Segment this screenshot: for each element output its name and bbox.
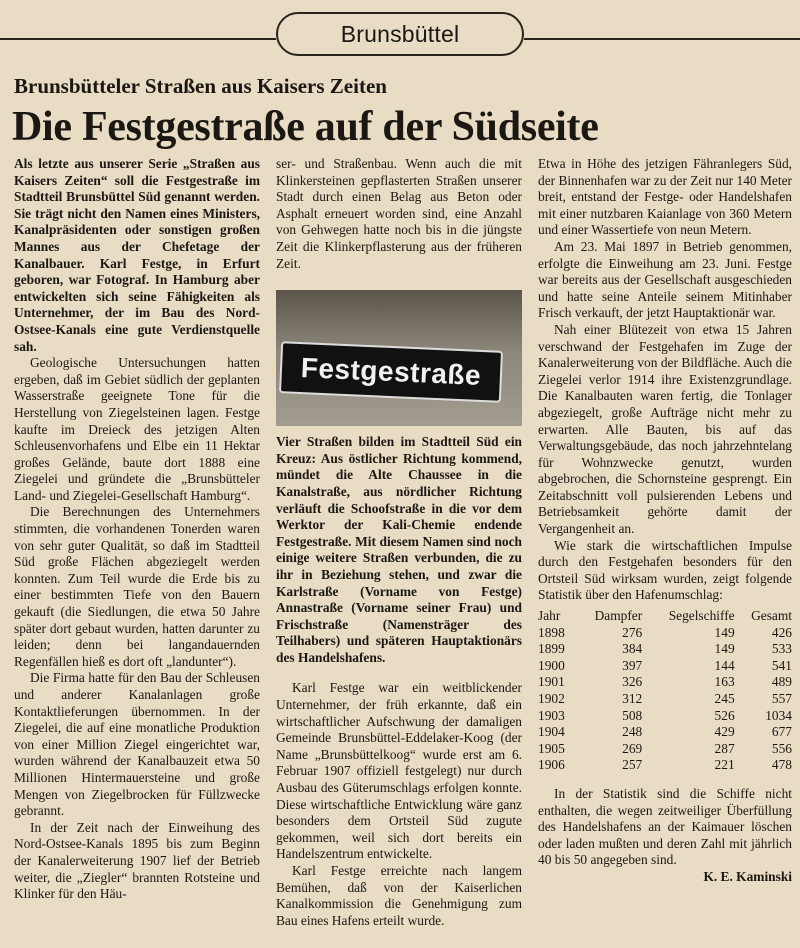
table-row	[538, 625, 792, 642]
body-paragraph: Karl Festge war ein weitblickender Unternehmer, der früh erkannte, daß ein wirtschaftlicher Aufschwung der damaligen Gemeinde Brunsbüttel-Eddelaker-Koog (der Name „Brunsbüttelkoog“ wurde erst am 6. Februar 1907 offiziell festgelegt) nur durch Ausbau des Güterumschlags erfolgen konnte. Diese wirtschaftliche Entwicklung wäre ganz besonders dem Ortsteil Süd zugute gekommen, weil sich dort bereits ein Handelszentrum entwickelte.	[276, 680, 522, 862]
table-row	[538, 757, 792, 774]
column-3	[538, 156, 792, 886]
table-row	[538, 724, 792, 741]
body-paragraph: In der Zeit nach der Einweihung des Nord-Ostsee-Kanals 1895 bis zum Beginn der Kanalerweiterung 1907 lief der Betrieb weiter, die „Ziegler“ brannten Rotsteine und Klinker für den Häu-	[14, 819, 260, 902]
body-paragraph: In der Statistik sind die Schiffe nicht enthalten, die wegen zeitweiliger Überfüllung des Handelshafens an der Kaimauer löschen oder laden mußten und deren Zahl mit jährlich 40 bis 50 angegeben sind.	[538, 785, 792, 868]
lead-paragraph: Als letzte aus unserer Serie „Straßen aus Kaisers Zeiten“ soll die Festgestraße im Stadtteil Brunsbüttel Süd genannt werden. Sie trägt nicht den Namen eines Ministers, Kanalpräsidenten oder sonstigen großen Mannes aus der Chefetage der Kanalbauer. Karl Festge, in Erfurt geboren, war Fotograf. In Hamburg aber entwickelten sich seine Fähigkeiten als Unternehmer, der im Bau des Nord-Ostsee-Kanals eine gute Verdienstquelle sah.	[14, 156, 260, 354]
table-header: Segelschiffe	[668, 608, 735, 624]
sailing-ship-cell: 149	[714, 641, 735, 657]
table-row	[538, 708, 792, 725]
body-paragraph: Nah einer Blütezeit von etwa 15 Jahren verschwand der Festgehafen im Zuge der Kanalerweiterung von der Bildfläche. Auch die Ziegelei verlor 1914 ihre Existenzgrundlage. Die Kanalbauten waren fertig, die Tonlager abgeziegelt, große Aufträge nicht mehr zu erwarten. Alle Bauten, bis auf das Verwaltungsgebäude, das noch jahrzehntelang für Wohnzwecke genutzt, wurden abgebrochen, die Schornsteine gesprengt. Ein Zeitabschnitt voll pulsierenden Lebens und Betriebsamkeit gehörte damit der Vergangenheit an.	[538, 321, 792, 537]
section-label: Brunsbüttel	[276, 12, 524, 56]
column-2	[276, 156, 522, 929]
harbor-statistics-table	[538, 608, 792, 774]
table-row	[538, 658, 792, 675]
year-cell: 1902	[538, 691, 565, 706]
steamer-cell: 326	[622, 674, 643, 690]
body-paragraph: Am 23. Mai 1897 in Betrieb genommen, erfolgte die Einweihung am 23. Juni. Festge war bereits aus der Gesellschaft ausgeschieden und hatte seine Anteile seinem Mitinhaber Frisch verkauft, der jetzt Hauptaktionär war.	[538, 238, 792, 321]
total-cell: 533	[771, 641, 792, 657]
body-paragraph: Wie stark die wirtschaftlichen Impulse durch den Festgehafen besonders für den Ortsteil Süd wirksam wurden, zeigt folgende Statistik über den Hafenumschlag:	[538, 537, 792, 603]
table-row	[538, 691, 792, 708]
total-cell: 426	[771, 624, 792, 640]
sailing-ship-cell: 149	[714, 624, 735, 640]
sailing-ship-cell: 221	[714, 757, 735, 773]
table-row	[538, 641, 792, 658]
year-cell: 1901	[538, 674, 565, 690]
kicker-headline: Brunsbütteler Straßen aus Kaisers Zeiten	[14, 74, 387, 98]
total-cell: 677	[771, 724, 792, 740]
header-rule-right	[524, 38, 800, 40]
steamer-cell: 257	[622, 757, 643, 773]
author-byline: K. E. Kaminski	[703, 868, 792, 884]
year-cell: 1898	[538, 624, 565, 640]
body-paragraph: Etwa in Höhe des jetzigen Fähranlegers Süd, der Binnenhafen war zu der Zeit nur 140 Meter breit, entstand der Festge- oder Handelshafen mit einer nutzbaren Kaianlage von 360 Metern und einer Wassertiefe von neun Metern.	[538, 156, 792, 238]
steamer-cell: 397	[622, 657, 643, 673]
year-cell: 1904	[538, 724, 565, 740]
total-cell: 556	[771, 740, 792, 756]
year-cell: 1899	[538, 641, 565, 657]
steamer-cell: 248	[622, 724, 643, 740]
body-paragraph: ser- und Straßenbau. Wenn auch die mit Klinkersteinen gepflasterten Straßen unserer Stadt durch einen Belag aus Beton oder Asphalt erneuert worden sind, eine Anzahl von Gehwegen hatte noch bis in die jüngste Zeit die Klinkerpflasterung aus der früheren Zeit.	[276, 156, 522, 271]
steamer-cell: 269	[622, 740, 643, 756]
header-rule-left	[0, 38, 276, 40]
sailing-ship-cell: 245	[714, 691, 735, 706]
total-cell: 478	[771, 757, 792, 773]
year-cell: 1900	[538, 657, 565, 673]
total-cell: 1034	[765, 707, 792, 723]
steamer-cell: 312	[622, 691, 643, 706]
sailing-ship-cell: 144	[714, 657, 735, 673]
steamer-cell: 508	[622, 707, 643, 723]
total-cell: 557	[771, 691, 792, 706]
street-sign: Festgestraße	[279, 341, 503, 403]
table-header: Dampfer	[594, 608, 643, 624]
body-paragraph: Geologische Untersuchungen hatten ergeben, daß im Gebiet südlich der geplanten Wasserstraße geeignete Tone für die Herstellung von Ziegelsteinen lagen. Festge kaufte im Dreieck des jetzigen Alten Schleusenvorhafens und Elbe ein 11 Hektar großes Gelände, baute dort 1888 eine Ziegelei und gründete die „Brunsbütteler Land- und Ziegelei-Gesellschaft Hamburg“.	[14, 355, 260, 503]
column-1	[14, 156, 260, 903]
sailing-ship-cell: 526	[714, 707, 735, 723]
year-cell: 1905	[538, 740, 565, 756]
total-cell: 489	[771, 674, 792, 690]
body-paragraph: Die Berechnungen des Unternehmers stimmten, die vorhandenen Tonerden waren von sehr guter Qualität, so daß im Stadtteil Süd große Flächen abgeziegelt werden konnten. Zum Teil wurde die Erde bis zu einer bestimmten Tiefe von den Bauern gekauft (die Siedlungen, die etwa 50 Jahre später dort gebaut wurden, hatten darunter zu leiden; denn bei langandauernden Regenfällen hieß es dort oft „landunter“).	[14, 504, 260, 669]
sailing-ship-cell: 429	[714, 724, 735, 740]
year-cell: 1903	[538, 707, 565, 723]
sailing-ship-cell: 287	[714, 740, 735, 756]
table-header: Jahr	[538, 608, 561, 624]
sailing-ship-cell: 163	[714, 674, 735, 690]
steamer-cell: 276	[622, 624, 643, 640]
photo-caption: Vier Straßen bilden im Stadtteil Süd ein Kreuz: Aus östlicher Richtung kommend, mündet die Alte Chaussee in die Kanalstraße, aus nördlicher Richtung verläuft die Schoofstraße in die vor dem Werktor der Kali-Chemie endende Festgestraße. Mit diesem Namen sind noch einige weitere Straßen verbunden, die zu ihr in Beziehung stehen, und zwar die Karlstraße (Vorname von Festge) Annastraße (Vorname seiner Frau) und Frischstraße (Namensträger des Teilhabers) und späteren Hauptaktionärs des Handelshafens.	[276, 434, 522, 665]
steamer-cell: 384	[622, 641, 643, 657]
main-headline: Die Festgestraße auf der Südseite	[12, 104, 599, 150]
total-cell: 541	[771, 657, 792, 673]
street-sign-photo	[276, 290, 522, 426]
table-header-row	[538, 608, 792, 625]
table-row	[538, 741, 792, 758]
table-header: Gesamt	[751, 608, 792, 624]
body-paragraph: Die Firma hatte für den Bau der Schleusen und anderer Kanalanlagen große Kontaktlieferungen übernommen. In der Ziegelei, die auf eine monatliche Produktion von einer Million Ziegel eingerichtet war, wurden während der Kanalbauzeit etwa 50 Millionen Hintermauersteine und große Mengen von Ziegelbrocken für Füllzwecke gebrannt.	[14, 670, 260, 819]
year-cell: 1906	[538, 757, 565, 773]
body-paragraph: Karl Festge erreichte nach langem Bemühen, daß von der Kaiserlichen Kanalkommission die Genehmigung zum Bau eines Hafens erteilt wurde.	[276, 863, 522, 928]
table-row	[538, 674, 792, 691]
